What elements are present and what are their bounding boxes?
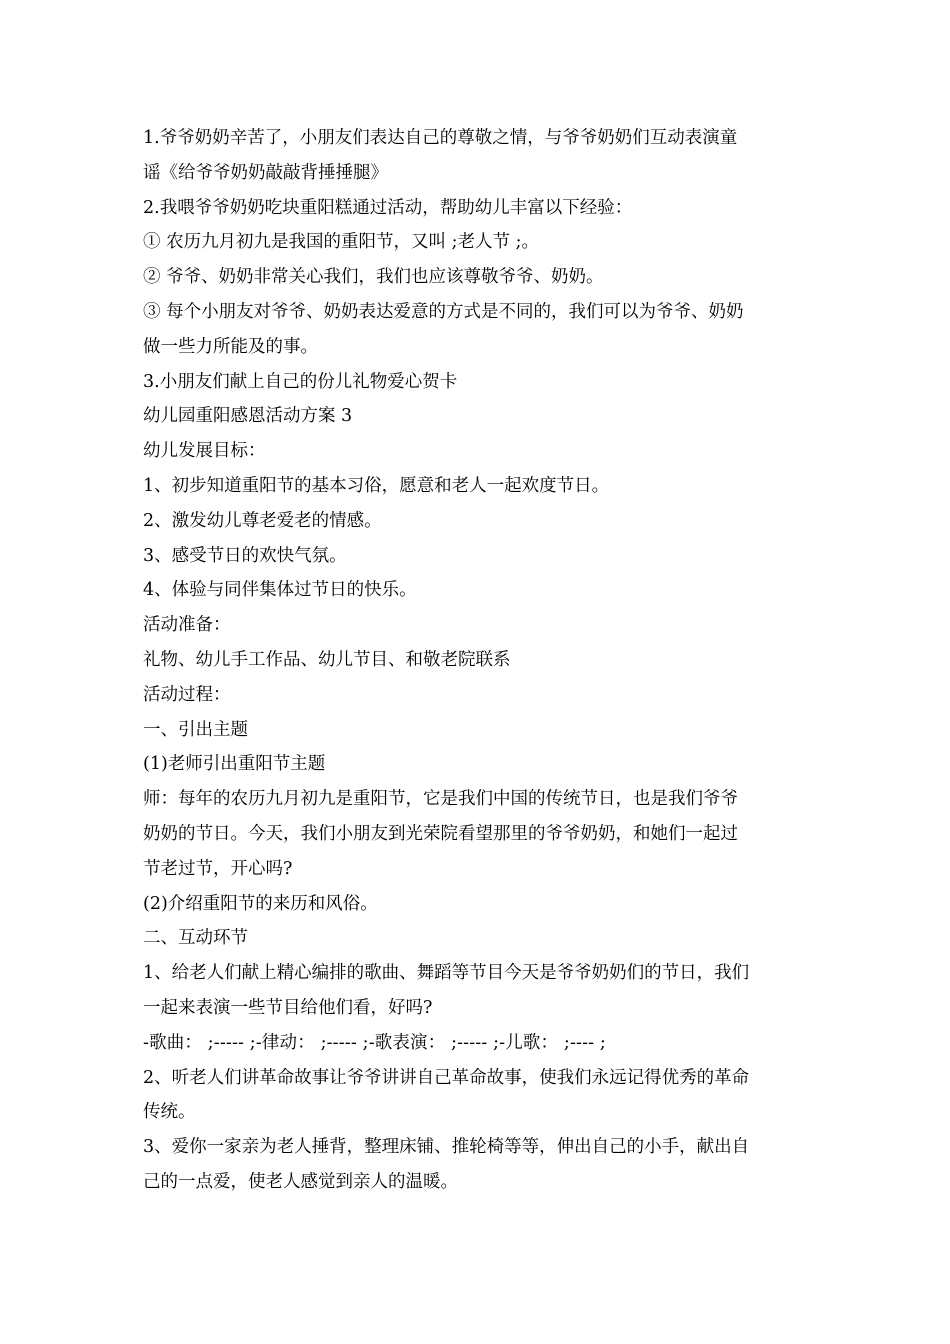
heading-goals: 幼儿发展目标：: [143, 441, 266, 462]
section-title: 幼儿园重阳感恩活动方案 3: [143, 406, 353, 427]
text-line: 4、体验与同伴集体过节日的快乐。: [143, 580, 417, 601]
text-line: 礼物、幼儿手工作品、幼儿节目、和敬老院联系: [143, 649, 511, 670]
text-line: 做一些力所能及的事。: [143, 336, 318, 357]
heading-part-two: 二、互动环节: [143, 928, 248, 949]
text-line: 2.我喂爷爷奶奶吃块重阳糕通过活动，帮助幼儿丰富以下经验：: [143, 197, 633, 218]
text-line: 传统。: [143, 1102, 196, 1123]
document-page: [143, 121, 813, 1200]
text-line: 1.爷爷奶奶辛苦了，小朋友们表达自己的尊敬之情，与爷爷奶奶们互动表演童: [143, 128, 738, 148]
text-line: 师：每年的农历九月初九是重阳节，它是我们中国的传统节日，也是我们爷爷: [143, 789, 738, 810]
text-line: 奶奶的节日。今天，我们小朋友到光荣院看望那里的爷爷奶奶，和她们一起过: [143, 823, 738, 844]
text-line: 3.小朋友们献上自己的份儿礼物爱心贺卡: [143, 371, 458, 392]
heading-preparation: 活动准备：: [143, 615, 231, 636]
text-line: 节老过节，开心吗?: [143, 858, 293, 879]
text-line: -歌曲： ;----- ;-律动： ;----- ;-歌表演： ;----- ;-儿歌： ;---- ;: [143, 1032, 606, 1053]
text-line: ① 农历九月初九是我国的重阳节，又叫 ;老人节 ;。: [143, 232, 539, 253]
text-line: 3、感受节日的欢快气氛。: [143, 545, 347, 566]
text-line: 3、爱你一家亲为老人捶背，整理床铺、推轮椅等等，伸出自己的小手，献出自: [143, 1137, 750, 1158]
text-line: ③ 每个小朋友对爷爷、奶奶表达爱意的方式是不同的，我们可以为爷爷、奶奶: [143, 301, 744, 322]
heading-part-one: 一、引出主题: [143, 719, 248, 740]
heading-process: 活动过程：: [143, 684, 231, 705]
text-line: 2、听老人们讲革命故事让爷爷讲讲自己革命故事，使我们永远记得优秀的革命: [143, 1067, 750, 1088]
text-line: (2)介绍重阳节的来历和风俗。: [143, 893, 378, 914]
text-line: 1、给老人们献上精心编排的歌曲、舞蹈等节目今天是爷爷奶奶们的节日，我们: [143, 963, 750, 984]
text-line: 2、激发幼儿尊老爱老的情感。: [143, 510, 382, 531]
text-line: 己的一点爱，使老人感觉到亲人的温暖。: [143, 1171, 458, 1192]
text-line: 一起来表演一些节目给他们看，好吗?: [143, 997, 433, 1018]
text-line: 1、初步知道重阳节的基本习俗，愿意和老人一起欢度节日。: [143, 475, 610, 496]
text-line: (1)老师引出重阳节主题: [143, 754, 326, 775]
text-line: ② 爷爷、奶奶非常关心我们，我们也应该尊敬爷爷、奶奶。: [143, 267, 604, 288]
text-line: 谣《给爷爷奶奶敲敲背捶捶腿》: [143, 162, 388, 183]
